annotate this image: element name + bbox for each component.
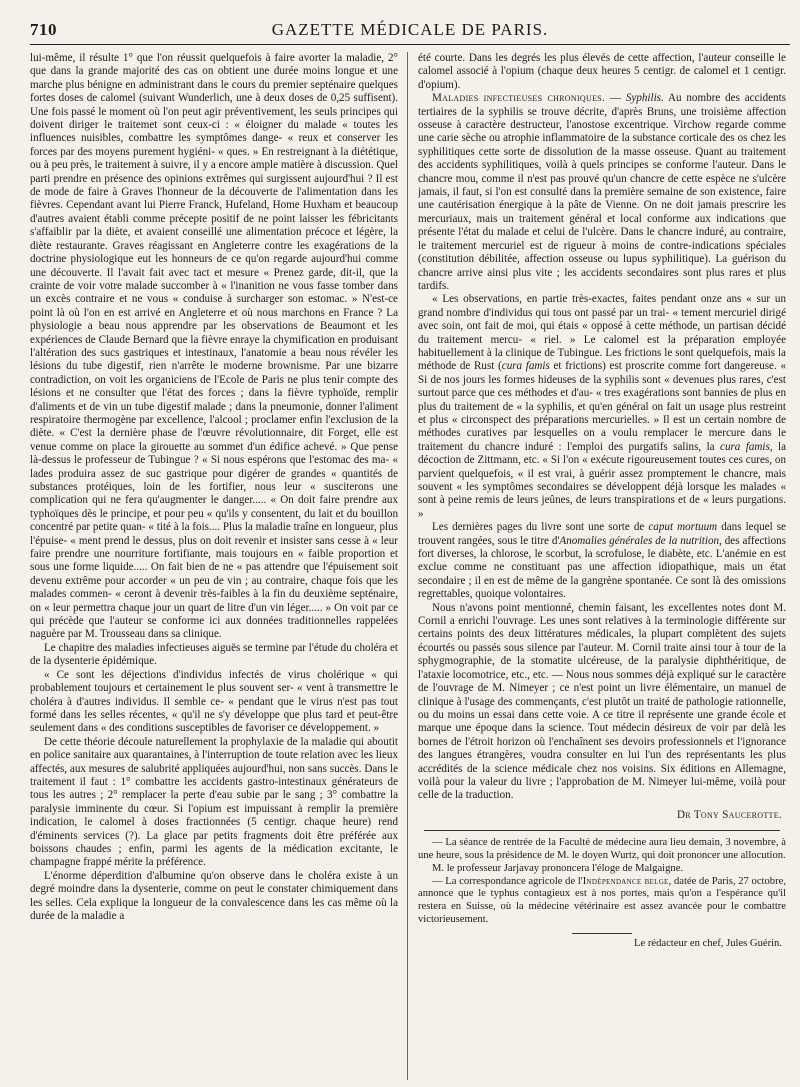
news-item: M. le professeur Jarjavay prononcera l'éloge de Malgaigne. bbox=[432, 862, 684, 874]
paragraph: L'énorme déperdition d'albumine qu'on observe dans le choléra existe à un degré moindre dans la dysenterie, comme on peut le constater chimiquement dans les selles. Cela explique la longueur de la convalescence dans les cas même où la durée de la maladie a bbox=[30, 869, 398, 922]
paragraph: été courte. Dans les degrés les plus élevés de cette affection, l'auteur conseille le calomel associé à l'opium (chaque deux heures 5 centigr. de calomel et 1 centigr. d'opium). bbox=[418, 52, 786, 91]
author-signature: Dr Tony Saucerotte. bbox=[677, 808, 782, 821]
italic-term: cura famis bbox=[501, 360, 550, 373]
text-run: , des affections fort diverses, la chlorose, le scorbut, la scrofulose, le diabète, etc. L'anémie en est exclue comme ne constituant pas une affection idiopathique, mais un état secondaire ; il en est de même de la gangrène spontanée. Ce sont là des omissions regrettables, quoique volontaires. bbox=[418, 534, 786, 601]
heading-dash: — bbox=[605, 92, 626, 105]
text-run: , datée de Paris, 27 octobre, annonce que le typhus contagieux est à nos portes, mais qu'on a l'espérance qu'il restera en Suisse, où la médecine vétérinaire est assez avancée pour le combattre victorieusement. bbox=[418, 875, 786, 925]
short-rule bbox=[572, 933, 632, 934]
news-section bbox=[418, 837, 786, 950]
text-run: et frictions) est proscrite comme fort dangereuse. « Si de nos jours les formes hideuses de la syphilis sont « devenues plus rares, c'est surtout parce que ces méthodes et d'au- « tres exagérations sont bannies de plus en plus du traitement de « la syphilis, et qu'en général on fait un usage plus restreint et plus « circonspect des préparations mercurielles. » Il est un certain nombre de méthodes curatives par lesquelles on a voulu remplacer le mercure dans le traitement du chancre induré : l'emploi des purgatifs salins, la bbox=[418, 360, 786, 453]
article-body bbox=[30, 52, 790, 1080]
text-run: , la décoction de Zittmann, etc. « Si l'on « exécute rigoureusement toutes ces cures, on parvient quelquefois, « il est vrai, à guérir assez promptement le chancre, mais souvent « les symptômes secondaires se développent déjà lorsque les malades « sont à peine remis de leurs jeûnes, de leurs transpirations et de « leurs purgations. » bbox=[418, 440, 786, 520]
paragraph: De cette théorie découle naturellement la prophylaxie de la maladie qui aboutit en police sanitaire aux quarantaines, à l'interruption de toute relation avec les lieux affectés, aux mesures de salubrité appliquées aujourd'hui, non sans succès. Dans le traitement il faut : 1° combattre les accidents gastro-intestinaux générateurs de tous les autres ; 2° remplacer la perte d'eau subie par le sang ; 3° combattre la paralysie imminente du cœur. Si l'opium est impuissant à remplir la première indication, le calomel à doses fractionnées (5 centigr. chaque heure) rend d'éminents services (?). La glace par petits fragments doit être préférée aux boissons chaudes ; enfin, parmi les agents de la médication excitante, le champagne frappé mérite la préférence. bbox=[30, 735, 398, 869]
text-run: « Les observations, en partie très-exactes, faites pendant onze ans « sur un grand nombre d'individus qui tous ont passé par un trai- « tement mercuriel dirigé avec soin, ont fait de moi, qui étais « opposé à cette méthode, un partisan décidé du traitement mercu- « riel. » Le calomel est la préparation employée habituellement à la clinique de Tubingue. Les frictions le sont quelquefois, mais la méthode de Rust ( bbox=[418, 293, 786, 373]
text-run: — La correspondance agricole de l' bbox=[432, 875, 583, 887]
italic-term: caput mortuum bbox=[648, 521, 718, 534]
paragraph-text: Au nombre des accidents tertiaires de la syphilis se trouve décrite, d'après Bruns, une troisième affection osseuse à caractère destructeur, l'anostose excentrique. Virchow regarde comme une carie sèche ou atrophie inflammatoire de la substance corticale des os chez les syphilitiques cette sorte de dissolution de la masse osseuse. Quant au traitement des accidents syphilitiques, voilà à quels principes se conforme l'auteur. Dans le chancre mou, comme il n'est pas prouvé qu'un chancre de cette espèce ne s'ulcère jamais, il faut, si l'on est consulté dans la première semaine de son existence, faire une cautérisation énergique à la pâte de Vienne. On ne doit jamais prescrire les mercuriaux, mais un traitement général et local conforme aux indications que présente l'état du malade et celui de l'ulcère. Dans le chancre induré, au contraire, le traitement mercuriel est de rigueur à moins de contre-indications spéciales (constitution débilitée, affection osseuse ou lupus syphilitique). La guérison du chancre arrive ainsi plus vite ; les accidents secondaires sont plus rares et plus tardifs. bbox=[418, 92, 786, 292]
paragraph: « Ce sont les déjections d'individus infectés de virus cholérique « qui probablement toujours et certainement le plus souvent ser- « vent à transmettre le choléra à d'autres individus. Il semble ce- « pendant que le virus n'est pas tout formé dans les selles récentes, « qu'il ne s'y développe que plus tard et peut-être seulement dans « des conditions susceptibles de favoriser ce développement. » bbox=[30, 668, 398, 735]
news-item bbox=[418, 876, 786, 927]
text-run: dans lequel se trouvent rangées, sous le titre d' bbox=[418, 521, 786, 547]
column-divider bbox=[407, 52, 408, 1080]
page-header bbox=[30, 18, 790, 45]
section-topic: Syphilis. bbox=[625, 92, 664, 105]
paragraph bbox=[418, 521, 786, 601]
paragraph-syphilis bbox=[418, 92, 786, 293]
page-number: 710 bbox=[30, 20, 57, 39]
editor-signature: Le rédacteur en chef, Jules Guérin. bbox=[634, 937, 782, 949]
paragraph: lui-même, il résulte 1° que l'on réussit quelquefois à faire avorter la maladie, 2° que dans la grande majorité des cas on obtient une durée moins longue et une marche plus bénigne en administrant dans le cours du premier septénaire quelques fortes doses de calomel (suivant Wunderlich, une à deux doses de 0,25 suffisent). Une fois passé le moment où l'on peut agir préventivement, les seuls principes qui doivent diriger le traitemet sont ceux-ci : « éloigner du malade « toutes les influences nuisibles, combattre les symptômes dange- « reux et conserver les forces par des moyens purement hygiéni- « ques. » En restreignant à la diététique, ou à peu près, le traitement à suivre, il y a encore ample matière à discussion. Quel parti prendre en présence des opinions extrêmes qui surgissent aujourd'hui ? Il est de mode de faire à Graves l'honneur de la découverte de l'alimentation dans les fièvres. Cependant avant lui Pierre Franck, Hufeland, Home Huxham et beaucoup d'autres avaient établi comme précepte positif de ne point laisser les fébricitants s'affaiblir par la diète, et avaient conseillé une alimentation précoce et légère, la diète restaurante. Graves réagissant en Angleterre contre les exagérations de la doctrine physiologique eut les honneurs de ce qu'on regarde aujourd'hui comme une découverte. Il l'avait fait avec tact et mesure « Prenez garde, dit-il, que la crainte de voir votre malade succomber à « l'inanition ne vous fasse tomber dans un excès contraire et ne vous « conduise à surcharger son estomac. » N'est-ce point là où l'on en est arrivé en Angleterre et où nous marchons en France ? La physiologie a beau nous apprendre par les observations de Beaumont et les expériences de Claude Bernard que la fièvre enraye la chymification en produisant l'altération des sucs gastriques et intestinaux, l'anatomie a beau nous révéler les lésions du tube digestif, rien n'arrête le moderne brownisme. Par une bizarre contradiction, on voit les organiciens de l'Ecole de Paris ne plus tenir compte des lésions et ne consulter que l'état des forces ; dans la fièvre typhoïde, remplir d'aliments et de vin un tube digestif malade ; dans la pneumonie, donner l'aliment respiratoire thermogène par excellence, l'alcool ; proclamer enfin l'exclusion de la diète. « C'est la dernière phase de l'œuvre révolutionnaire, dit Forget, elle est venue comme on place la girouette au sommet d'un édifice achevé. » Que pense là-dessus le professeur de Tubingue ? « Si nous espérons que l'estomac des ma- « lades produira assez de suc gastrique pour digérer de grandes « quantités de substances protéiques, loin de les fortifier, nous leur « susciterons une complication qui ne fera qu'augmenter le danger..... « On doit faire prendre aux typhoïques dès le principe, et pour peu « qu'ils y consentent, du lait et du bouillon concentré par petite quan- « tité à la fois.... Plus la maladie traîne en longueur, plus l'épuise- « ment prend le dessus, plus on doit revenir et insister sans cesse à « leur faire prendre une nourriture fortifiante, mais toujours en « faible proportion et sous une forme liquide..... On fait bien de ne « pas attendre que l'épuisement soit devenu extrême pour accorder « un peu de vin ; au contraire, chaque fois que les malades commen- « ceront à devenir très-faibles à la fin du deuxième septénaire, on « leur permettra chaque jour un quart de litre d'un vin léger..... » On voit par ce qui précède que l'auteur se conforme ici aux données traditionnelles rappelées naguère par M. Trousseau dans sa clinique. bbox=[30, 52, 398, 641]
right-column bbox=[418, 52, 786, 1080]
section-rule bbox=[424, 830, 780, 831]
journal-title: GAZETTE MÉDICALE DE PARIS. bbox=[271, 20, 549, 39]
newspaper-name: Indépendance belge bbox=[582, 875, 669, 887]
news-item: — La séance de rentrée de la Faculté de médecine aura lieu demain, 3 novembre, à une heure, sous la présidence de M. le doyen Wurtz, qui doit prononcer une allocution. bbox=[418, 837, 786, 861]
section-heading: Maladies infectieuses chroniques. bbox=[432, 92, 606, 105]
paragraph bbox=[418, 293, 786, 521]
italic-term: cura famis bbox=[720, 440, 770, 453]
paragraph: Le chapitre des maladies infectieuses aiguës se termine par l'étude du choléra et de la dysenterie épidémique. bbox=[30, 641, 398, 668]
text-run: Les dernières pages du livre sont une sorte de bbox=[432, 521, 649, 534]
left-column bbox=[30, 52, 398, 1080]
paragraph: Nous n'avons point mentionné, chemin faisant, les excellentes notes dont M. Cornil a enrichi l'ouvrage. Les unes sont relatives à la terminologie différente sur certains points des deux littératures médicales, la plupart complètent des sujets écourtés ou passés sous silence par l'auteur. M. Cornil traite ainsi tour à tour de la sphygmographie, de la stomatite ulcéreuse, de la paralysie diphthéritique, de l'ataxie locomotrice, etc., etc. — Nous nous sommes déjà expliqué sur le caractère de l'ouvrage de M. Nimeyer ; ce n'est point un livre élémentaire, un manuel de clinique à l'usage des commençants, c'est plutôt un traité de pathologie rationnelle, ou du moins un essai dans cette voie. A ce titre il représente une grande école et marque une époque dans la science. Tout médecin désireux de voir par delà les bornes de l'étroit horizon où l'enchaînent ses devoirs professionnels et l'ignorance des langues étrangères, voudra consulter en lui l'un des représentants les plus accrédités de la science médicale chez nos voisins. Six éditions en Allemagne, voilà pour la valeur du livre ; l'approbation de M. Nimeyer lui-même, voilà pour celle de la traduction. bbox=[418, 601, 786, 802]
italic-term: Anomalies générales de la nutrition bbox=[559, 534, 720, 547]
